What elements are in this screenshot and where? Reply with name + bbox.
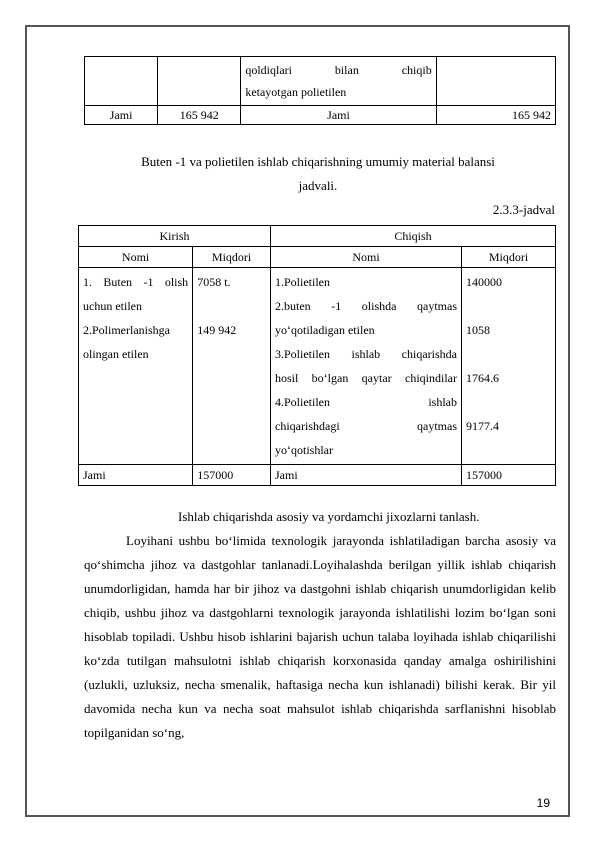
page-number: 19 <box>536 796 550 810</box>
jami-output-value: 157000 <box>462 465 556 486</box>
balance-title-2: jadvali. <box>298 178 338 193</box>
output-4-line-c: yo‘qotishlar <box>275 443 333 457</box>
table-ref: 2.3.3-jadval <box>492 202 555 217</box>
output-quantity-4: 9177.4 <box>466 419 499 433</box>
empty-cell <box>158 57 241 106</box>
chiqish-header: Chiqish <box>271 226 556 247</box>
empty-cell <box>436 57 555 106</box>
cont-text-1: qoldiqlari bilan chiqib <box>245 63 432 77</box>
empty-cell <box>85 57 158 106</box>
nomi-header: Nomi <box>79 247 193 268</box>
continuation-table <box>84 56 556 125</box>
balance-title-1: Buten -1 va polietilen ishlab chiqarishning umumiy material balansi <box>141 154 495 169</box>
input-quantity-1: 7058 t. <box>197 275 231 289</box>
section-title: Ishlab chiqarishda asosiy va yordamchi jixozlarni tanlash. <box>178 509 480 524</box>
input-quantity-2: 149 942 <box>197 323 237 337</box>
input-names <box>79 268 193 465</box>
input-1-line-b: uchun etilen <box>83 299 142 313</box>
output-2-line-b: yo‘qotiladigan etilen <box>275 323 375 337</box>
output-3-line-b: hosil bo‘lgan qaytar chiqindilar <box>275 371 457 385</box>
output-4-line-a: 4.Polietilen ishlab <box>275 395 457 409</box>
body-paragraph <box>84 529 556 745</box>
input-1-line-a: 1. Buten -1 olish <box>83 275 189 289</box>
output-3-line-a: 3.Polietilen ishlab chiqarishda <box>275 347 457 361</box>
input-2-line-a: 2.Polimerlanishga <box>83 323 170 337</box>
output-quantities <box>462 268 556 465</box>
output-names <box>271 268 462 465</box>
miqdori-header: Miqdori <box>462 247 556 268</box>
jami-right-value: 165 942 <box>436 106 555 125</box>
jami-input: Jami <box>79 465 193 486</box>
output-quantity-2: 1058 <box>466 323 490 337</box>
cont-text-2: ketayotgan polietilen <box>245 85 347 99</box>
cont-name-cell <box>241 57 436 106</box>
miqdori-header: Miqdori <box>193 247 271 268</box>
material-balance-table <box>78 225 556 486</box>
nomi-header: Nomi <box>271 247 462 268</box>
jami-left-value: 165 942 <box>158 106 241 125</box>
jami-input-value: 157000 <box>193 465 271 486</box>
kirish-header: Kirish <box>79 226 271 247</box>
output-quantity-1: 140000 <box>466 275 502 289</box>
jami-left: Jami <box>85 106 158 125</box>
input-2-line-b: olingan etilen <box>83 347 149 361</box>
output-quantity-3: 1764.6 <box>466 371 499 385</box>
input-quantities <box>193 268 271 465</box>
jami-right: Jami <box>241 106 436 125</box>
paragraph-text: Loyihani ushbu bo‘limida texnologik jarayonda ishlatiladigan barcha asosiy va qo‘shimcha jihoz va dastgohlar tanlanadi.Loyihalashda berilgan yillik ishlab chiqarish unumdorligidan, hamda har bir jihoz va dastgohni ishlab chiqarish unumdorligidan kelib chiqib, ushbu jihoz va dastgohlarni texnologik jarayonda ishlatilishi lozim bo‘lgan soni hisoblab topiladi. Ushbu hisob ishlarini bajarish uchun talaba loyihada ishlab chiqarilishi ko‘zda tutilgan mahsulotni ishlab chiqarish korxonasida qanday amalga oshirilishini (uzlukli, uzluksiz, necha smenalik, haftasiga necha kun ishlanadi) bilishi kerak. Bir yil davomida necha kun va necha soat mahsulot ishlab chiqarishda sarflanishni hisoblab topilganidan so‘ng, <box>84 533 556 740</box>
output-2-line-a: 2.buten -1 olishda qaytmas <box>275 299 457 313</box>
jami-output: Jami <box>271 465 462 486</box>
output-4-line-b: chiqarishdagi qaytmas <box>275 419 457 433</box>
output-1: 1.Polietilen <box>275 275 330 289</box>
